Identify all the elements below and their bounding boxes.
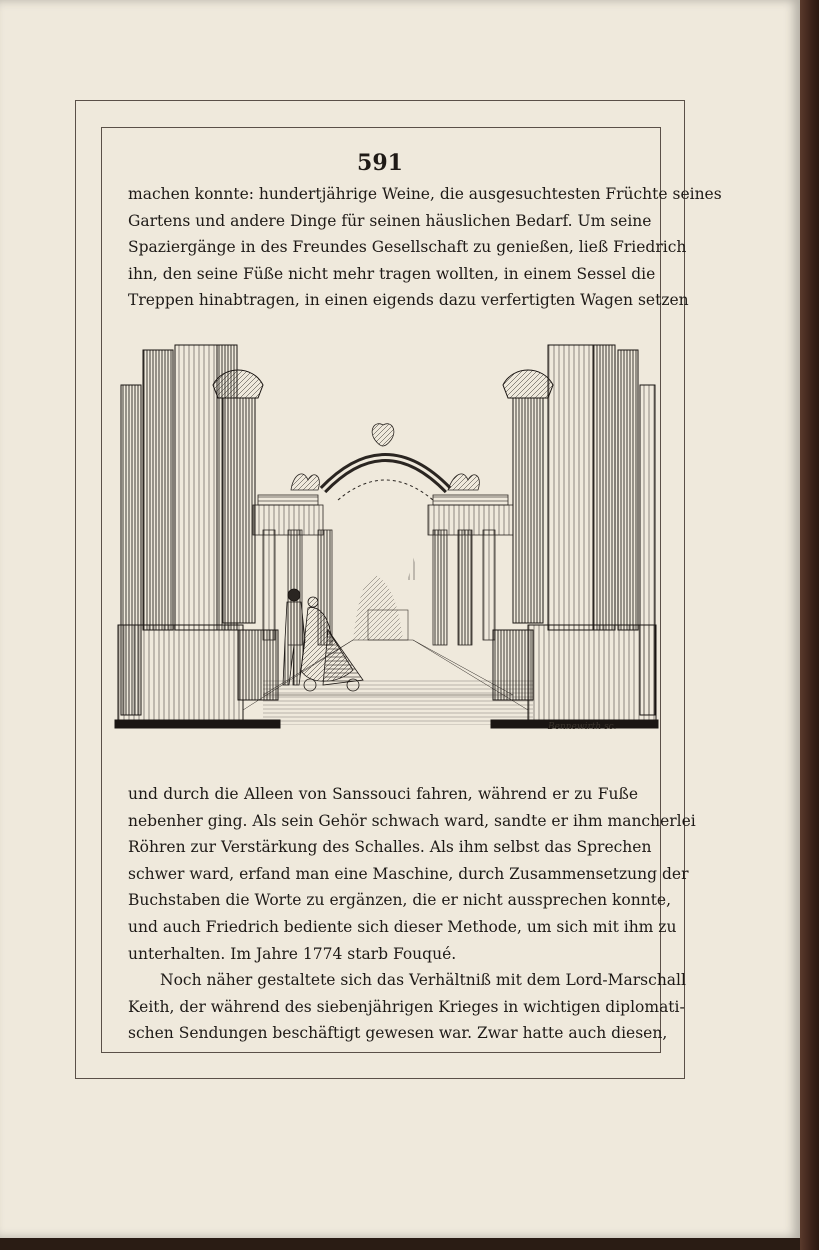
text-line: Noch näher gestaltete sich das Verhältniß mit dem Lord-Marschall (160, 971, 686, 990)
text-line: Treppen hinabtragen, in einen eigends dazu verfertigten Wagen setzen (128, 291, 689, 310)
text-line: nebenher ging. Als sein Gehör schwach ward, sandte er ihm mancherlei (128, 811, 696, 830)
bottom-paragraph (128, 781, 696, 1047)
text-line: und auch Friedrich bediente sich dieser Methode, um sich mit ihm zu (128, 917, 677, 936)
text-line: unterhalten. Im Jahre 1774 starb Fouqué. (128, 944, 457, 963)
text-line: und durch die Alleen von Sanssouci fahren, während er zu Fuße (128, 785, 638, 803)
text-line: Keith, der während des siebenjährigen Krieges in wichtigen diplomati- (128, 997, 685, 1016)
text-line: schen Sendungen beschäftigt gewesen war. Zwar hatte auch diesen, (128, 1024, 668, 1043)
text-line: Röhren zur Verstärkung des Schalles. Als ihm selbst das Sprechen (128, 838, 652, 857)
page-number: 591 (357, 150, 403, 176)
text-line: schwer ward, erfand man eine Maschine, durch Zusammensetzung der (128, 864, 689, 883)
engraving-illustration (113, 340, 658, 740)
text-line: ihn, den seine Füße nicht mehr tragen wollten, in einem Sessel die (128, 264, 656, 283)
engraver-signature: Bennewirth sc. (548, 722, 617, 732)
text-line: machen konnte: hundertjährige Weine, die ausgesuchtesten Früchte seines (128, 185, 722, 203)
text-line: Gartens und andere Dinge für seinen häuslichen Bedarf. Um seine (128, 211, 652, 230)
text-line: Buchstaben die Worte zu ergänzen, die er nicht aussprechen konnte, (128, 891, 672, 910)
top-paragraph (128, 181, 722, 314)
text-line: Spaziergänge in des Freundes Gesellschaft zu genießen, ließ Friedrich (128, 238, 687, 257)
book-binding-edge (800, 0, 819, 1250)
